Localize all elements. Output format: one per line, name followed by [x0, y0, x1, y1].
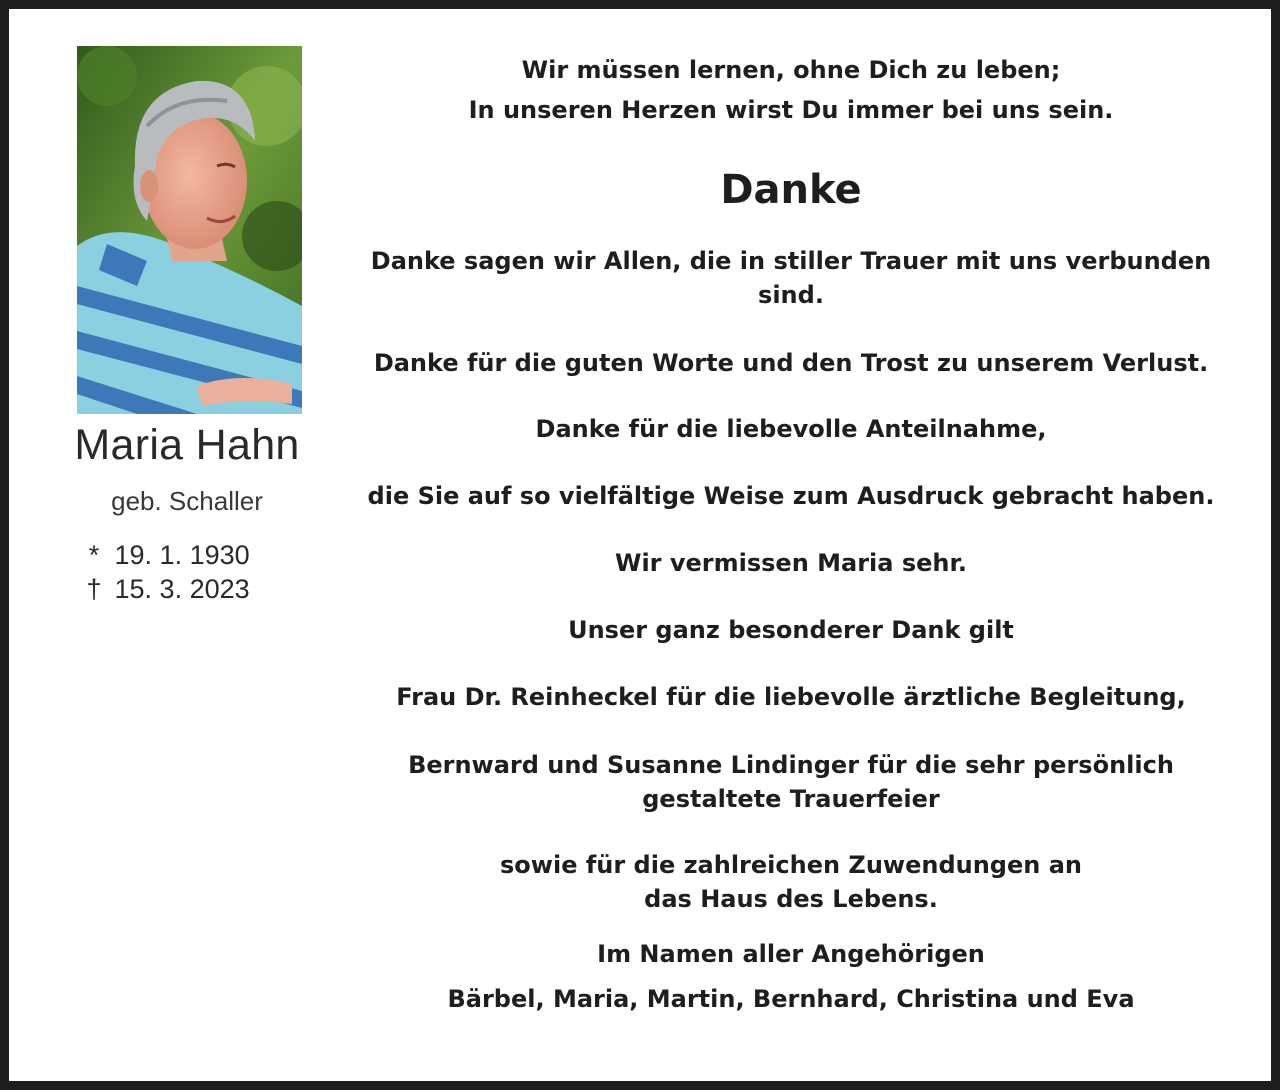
- thanks-paragraph-5: Wir vermissen Maria sehr.: [614, 549, 968, 577]
- portrait-illustration: [77, 46, 302, 414]
- death-cross-icon: †: [86, 574, 102, 604]
- thanks-paragraph-9-line-2: das Haus des Lebens.: [644, 885, 938, 913]
- death-date: 15. 3. 2023: [114, 574, 250, 604]
- verse-line-2: In unseren Herzen wirst Du immer bei uns sein.: [468, 96, 1114, 124]
- deceased-name: Maria Hahn: [74, 421, 300, 469]
- signature-names: Bärbel, Maria, Martin, Bernhard, Christina und Eva: [447, 985, 1135, 1013]
- maiden-name: geb. Schaller: [111, 486, 263, 516]
- death-row: [81, 572, 250, 606]
- thanks-paragraph-6: Unser ganz besonderer Dank gilt: [568, 616, 1014, 644]
- life-dates: [81, 538, 250, 606]
- thanks-paragraph-7: Frau Dr. Reinheckel für die liebevolle ärztliche Begleitung,: [396, 683, 1186, 711]
- birth-row: [81, 538, 250, 572]
- thanks-paragraph-2: Danke für die guten Worte und den Trost zu unserem Verlust.: [373, 349, 1209, 377]
- portrait-photo: [77, 46, 302, 414]
- heading-danke: Danke: [720, 167, 862, 213]
- thanks-paragraph-8-line-2: gestaltete Trauerfeier: [642, 785, 940, 813]
- thanks-paragraph-3: Danke für die liebevolle Anteilnahme,: [535, 415, 1047, 443]
- thanks-paragraph-1: Danke sagen wir Allen, die in stiller Trauer mit uns verbunden sind.: [370, 247, 1212, 309]
- thanks-paragraph-8-line-1: Bernward und Susanne Lindinger für die sehr persönlich: [408, 751, 1174, 779]
- thanks-paragraph-4: die Sie auf so vielfältige Weise zum Ausdruck gebracht haben.: [367, 482, 1215, 510]
- signature-intro: Im Namen aller Angehörigen: [597, 940, 985, 968]
- thanks-paragraph-9-line-1: sowie für die zahlreichen Zuwendungen an: [500, 851, 1082, 879]
- birth-date: 19. 1. 1930: [114, 540, 250, 570]
- verse-line-1: Wir müssen lernen, ohne Dich zu leben;: [521, 56, 1061, 84]
- birth-star-icon: *: [88, 540, 100, 570]
